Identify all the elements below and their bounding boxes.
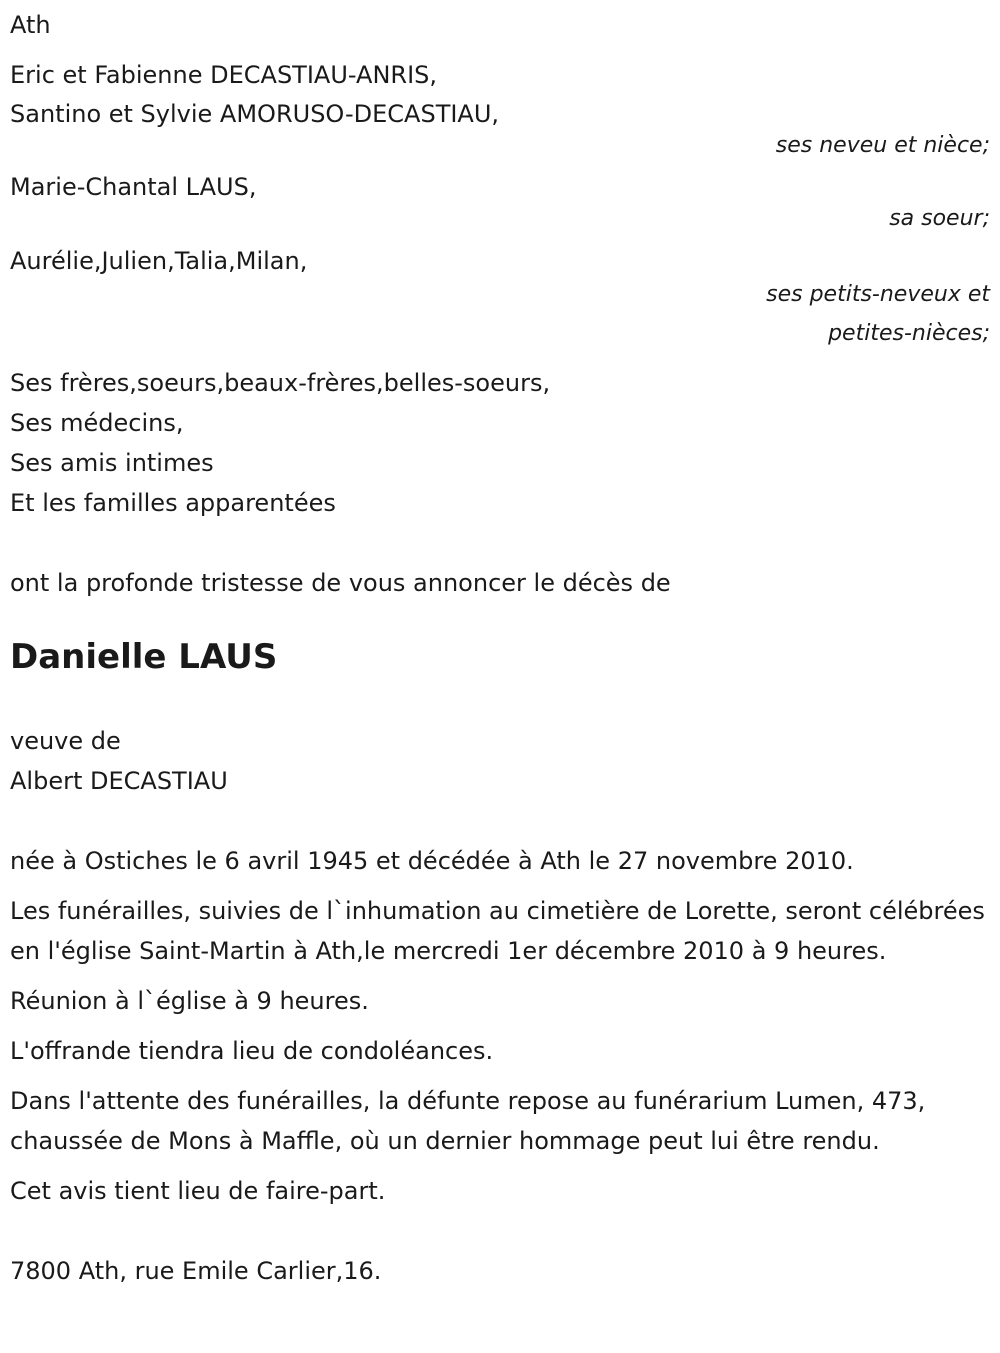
- offering-info: L'offrande tiendra lieu de condoléances.: [10, 1037, 494, 1065]
- spacer: [10, 1221, 990, 1251]
- family-line-1: Eric et Fabienne DECASTIAU-ANRIS,: [10, 61, 438, 89]
- address: 7800 Ath, rue Emile Carlier,16.: [10, 1257, 382, 1285]
- relation-sister: sa soeur;: [889, 206, 990, 231]
- notice-info: Cet avis tient lieu de faire-part.: [10, 1177, 386, 1205]
- relation-nephew-niece: ses neveu et nièce;: [775, 133, 990, 158]
- family-line-3: Marie-Chantal LAUS,: [10, 173, 257, 201]
- family-line-2: Santino et Sylvie AMORUSO-DECASTIAU,: [10, 100, 500, 128]
- others-line-4: Et les familles apparentées: [10, 489, 336, 517]
- relation-grandnephews-2: petites-nièces;: [828, 321, 990, 346]
- others-line-2: Ses médecins,: [10, 409, 184, 437]
- spacer: [10, 801, 990, 841]
- announcement: ont la profonde tristesse de vous annoncer le décès de: [10, 569, 671, 597]
- others-line-1: Ses frères,soeurs,beaux-frères,belles-soeurs,: [10, 369, 551, 397]
- city-header: Ath: [10, 11, 51, 39]
- meeting-info: Réunion à l`église à 9 heures.: [10, 987, 369, 1015]
- others-line-3: Ses amis intimes: [10, 449, 214, 477]
- spacer: [10, 45, 990, 55]
- deceased-name: Danielle LAUS: [10, 637, 278, 677]
- spouse-name: Albert DECASTIAU: [10, 767, 228, 795]
- spacer: [10, 523, 990, 563]
- widow-label: veuve de: [10, 727, 121, 755]
- family-line-4: Aurélie,Julien,Talia,Milan,: [10, 247, 308, 275]
- birth-death-info: née à Ostiches le 6 avril 1945 et décédée à Ath le 27 novembre 2010.: [10, 847, 854, 875]
- wake-info: Dans l'attente des funérailles, la défunte repose au funérarium Lumen, 473, chaussée de Mons à Maffle, où un dernier hommage peut lui être rendu.: [10, 1087, 926, 1155]
- relation-grandnephews-1: ses petits-neveux et: [766, 282, 990, 307]
- obituary-notice: [10, 5, 990, 1291]
- funeral-info: Les funérailles, suivies de l`inhumation au cimetière de Lorette, seront célébrées en l'église Saint-Martin à Ath,le mercredi 1er décembre 2010 à 9 heures.: [10, 897, 985, 965]
